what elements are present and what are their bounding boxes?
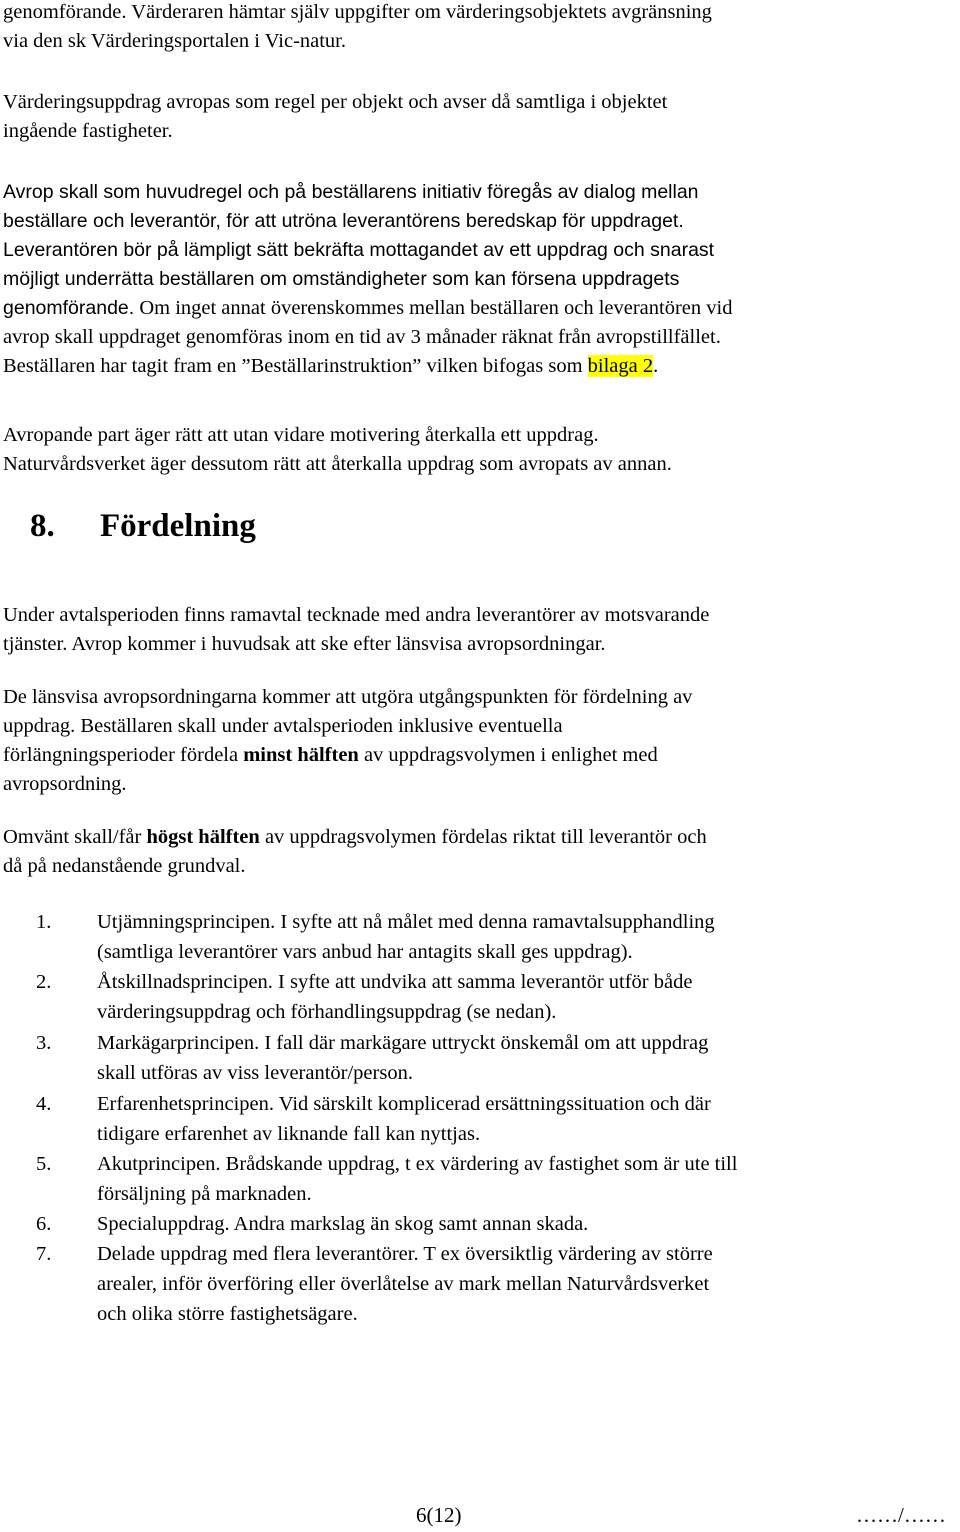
list-number: 5. — [36, 1153, 52, 1175]
paragraph-omvant — [3, 823, 953, 881]
list-text-line: värderingsuppdrag och förhandlingsuppdrag (se nedan). — [97, 1001, 557, 1023]
emphasis: minst hälften — [243, 744, 359, 766]
text-fragment: . — [653, 355, 659, 377]
text-line — [3, 352, 953, 381]
text-line: Avrop skall som huvudregel och på beställarens initiativ föregås av dialog mellan — [3, 181, 699, 203]
text-line: Avropande part äger rätt att utan vidare motivering återkalla ett uppdrag. — [3, 424, 599, 446]
text-fragment: Om inget annat överenskommes mellan beställaren och leverantören vid — [134, 297, 733, 319]
list-number: 4. — [36, 1093, 52, 1115]
text-line: De länsvisa avropsordningarna kommer att utgöra utgångspunkten för fördelning av — [3, 686, 693, 708]
text-line — [3, 823, 953, 852]
list-text-line: Delade uppdrag med flera leverantörer. T ex översiktlig värdering av större — [97, 1243, 713, 1265]
list-number: 3. — [36, 1032, 52, 1054]
section-title: Fördelning — [100, 508, 256, 544]
text-line: avropsordning. — [3, 773, 127, 795]
list-number: 6. — [36, 1213, 52, 1235]
section-number: 8. — [30, 508, 55, 544]
text-line: tjänster. Avrop kommer i huvudsak att ske efter länsvisa avropsordningar. — [3, 633, 606, 655]
text-fragment: av uppdragsvolymen i enlighet med — [358, 744, 658, 766]
list-text-line: Specialuppdrag. Andra markslag än skog samt annan skada. — [97, 1213, 589, 1235]
highlighted-reference: bilaga 2 — [587, 355, 654, 377]
paragraph-avrop-objekt — [3, 88, 953, 146]
text-line: möjligt underrätta beställaren om omständigheter som kan försena uppdragets — [3, 268, 680, 290]
text-line — [3, 741, 953, 770]
emphasis: högst hälften — [146, 826, 260, 848]
text-fragment: Beställaren har tagit fram en ”Beställarinstruktion” vilken bifogas som — [3, 355, 588, 377]
list-text-line: skall utföras av viss leverantör/person. — [97, 1062, 413, 1084]
paragraph-intro — [3, 0, 953, 56]
paragraph-aterkalla — [3, 421, 953, 479]
text-fragment: av uppdragsvolymen fördelas riktat till leverantör och — [259, 826, 707, 848]
list-number: 2. — [36, 971, 52, 993]
list-text-line: (samtliga leverantörer vars anbud har antagits skall ges uppdrag). — [97, 941, 633, 963]
text-fragment: förlängningsperioder fördela — [3, 744, 244, 766]
list-text-line: Utjämningsprincipen. I syfte att nå målet med denna ramavtalsupphandling — [97, 911, 715, 933]
text-fragment: genomförande. — [3, 297, 135, 319]
paragraph-lansvisa — [3, 683, 953, 799]
section-heading — [30, 506, 256, 546]
text-line: Leverantören bör på lämpligt sätt bekräfta mottagandet av ett uppdrag och snarast — [3, 239, 715, 261]
page-number: 6(12) — [416, 1503, 462, 1527]
list-text-line: Erfarenhetsprincipen. Vid särskilt komplicerad ersättningssituation och där — [97, 1093, 711, 1115]
list-text-line: Åtskillnadsprincipen. I syfte att undvika att samma leverantör utför både — [97, 971, 693, 993]
list-text-line: Markägarprincipen. I fall där markägare uttryckt önskemål om att uppdrag — [97, 1032, 709, 1054]
text-line — [3, 294, 953, 323]
list-number: 7. — [36, 1243, 52, 1265]
text-line: via den sk Värderingsportalen i Vic-natur. — [3, 30, 347, 52]
paragraph-avrop-dialog — [3, 178, 953, 381]
text-line: uppdrag. Beställaren skall under avtalsperioden inklusive eventuella — [3, 715, 563, 737]
text-line: Värderingsuppdrag avropas som regel per objekt och avser då samtliga i objektet — [3, 91, 668, 113]
text-line: då på nedanstående grundval. — [3, 855, 246, 877]
text-line: ingående fastigheter. — [3, 120, 173, 142]
text-line: avrop skall uppdraget genomföras inom en tid av 3 månader räknat från avropstillfället. — [3, 326, 721, 348]
text-fragment: Omvänt skall/får — [3, 826, 147, 848]
list-text-line: och olika större fastighetsägare. — [97, 1303, 358, 1325]
list-text-line: försäljning på marknaden. — [97, 1183, 312, 1205]
list-text-line: Akutprincipen. Brådskande uppdrag, t ex värdering av fastighet som är ute till — [97, 1153, 738, 1175]
list-number: 1. — [36, 911, 52, 933]
text-line: Under avtalsperioden finns ramavtal tecknade med andra leverantörer av motsvarande — [3, 604, 710, 626]
list-text-line: tidigare erfarenhet av liknande fall kan nyttjas. — [97, 1123, 481, 1145]
text-line: beställare och leverantör, för att utröna leverantörens beredskap för uppdraget. — [3, 210, 684, 232]
text-line: genomförande. Värderaren hämtar själv uppgifter om värderingsobjektets avgränsning — [3, 1, 712, 23]
list-text-line: arealer, inför överföring eller överlåtelse av mark mellan Naturvårdsverket — [97, 1273, 710, 1295]
paragraph-ramavtal — [3, 601, 953, 659]
signature-line: ……/…… — [856, 1503, 946, 1527]
text-line: Naturvårdsverket äger dessutom rätt att återkalla uppdrag som avropats av annan. — [3, 453, 672, 475]
